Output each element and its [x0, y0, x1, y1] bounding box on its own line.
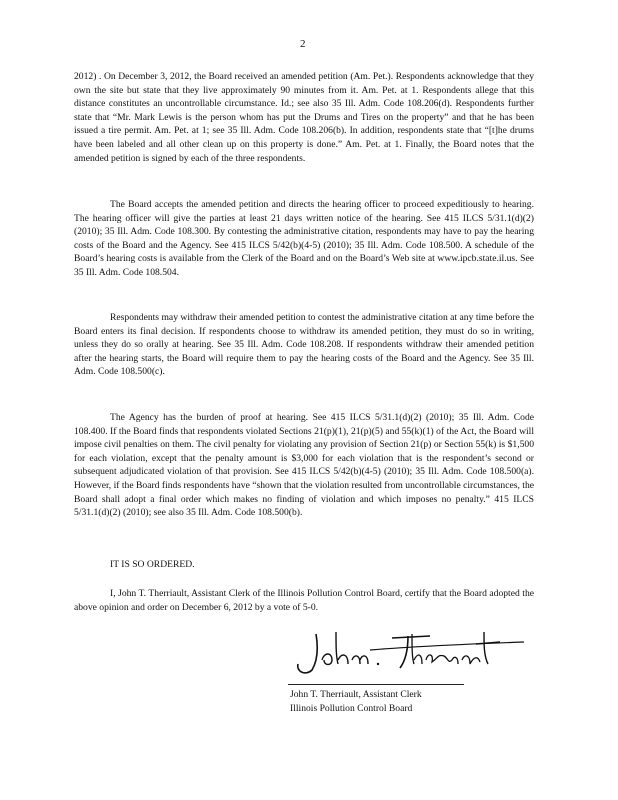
certification-paragraph: I, John T. Therriault, Assistant Clerk of the Illinois Pollution Control Board, certify that the Board adopted the above opinion and order on December 6, 2012 by a vote of 5-0.	[74, 588, 534, 613]
signatory-name: John T. Therriault, Assistant Clerk	[290, 689, 422, 700]
signature-block	[290, 688, 422, 715]
paragraph-amended-petition: 2012) . On December 3, 2012, the Board received an amended petition (Am. Pet.). Respondents acknowledge that they own the site but state that they live approximately 90 minutes from it. Am. Pet. at 1. Respondents allege that this distance constitutes an uncontrollable circumstance. Id.; see also 35 Ill. Adm. Code 108.206(d). Respondents further state that “Mr. Mark Lewis is the person whom has put the Drums and Tires on the property” and that he has been issued a tire permit. Am. Pet. at 1; see 35 Ill. Adm. Code 108.206(b). In addition, respondents state that “[t]he drums have been labeled and all other clean up on this property is done.” Am. Pet. at 1. Finally, the Board notes that the amended petition is signed by each of the three respondents.	[74, 71, 534, 164]
paragraph-burden-of-proof: The Agency has the burden of proof at hearing. See 415 ILCS 5/31.1(d)(2) (2010); 35 Ill. Adm. Code 108.400. If the Board finds that respondents violated Sections 21(p)(1), 21(p)(5) and 55(k)(1) of the Act, the Board will impose civil penalties on them. The civil penalty for violating any provision of Section 21(p) or Section 55(k) is $1,500 for each violation, except that the penalty amount is $3,000 for each violation that is the respondent’s second or subsequent adjudicated violation of that provision. See 415 ILCS 5/42(b)(4-5) (2010); 35 Ill. Adm. Code 108.500(a). However, if the Board finds respondents have “shown that the violation resulted from uncontrollable circumstances, the Board shall adopt a final order which makes no finding of violation and which imposes no penalty.” 415 ILCS 5/31.1(d)(2) (2010); see also 35 Ill. Adm. Code 108.500(b).	[74, 412, 534, 519]
page-number: 2	[300, 38, 306, 50]
order-statement: IT IS SO ORDERED.	[110, 559, 195, 570]
paragraph-withdrawal: Respondents may withdraw their amended petition to contest the administrative citation at any time before the Board enters its final decision. If respondents choose to withdraw its amended petition, they must do so in writing, unless they do so orally at hearing. See 35 Ill. Adm. Code 108.208. If respondents withdraw their amended petition after the hearing starts, the Board will require them to pay the hearing costs of the Board and the Agency. See 35 Ill. Adm. Code 108.500(c).	[74, 312, 534, 378]
signature-line	[288, 684, 464, 685]
handwritten-signature	[288, 620, 528, 680]
paragraph-hearing: The Board accepts the amended petition and directs the hearing officer to proceed expeditiously to hearing. The hearing officer will give the parties at least 21 days written notice of the hearing. See 415 ILCS 5/31.1(d)(2) (2010); 35 Ill. Adm. Code 108.300. By contesting the administrative citation, respondents may have to pay the hearing costs of the Board and the Agency. See 415 ILCS 5/42(b)(4-5) (2010); 35 Ill. Adm. Code 108.500. A schedule of the Board’s hearing costs is available from the Clerk of the Board and on the Board’s Web site at www.ipcb.state.il.us. See 35 Ill. Adm. Code 108.504.	[74, 199, 534, 278]
signatory-organization: Illinois Pollution Control Board	[290, 702, 413, 714]
